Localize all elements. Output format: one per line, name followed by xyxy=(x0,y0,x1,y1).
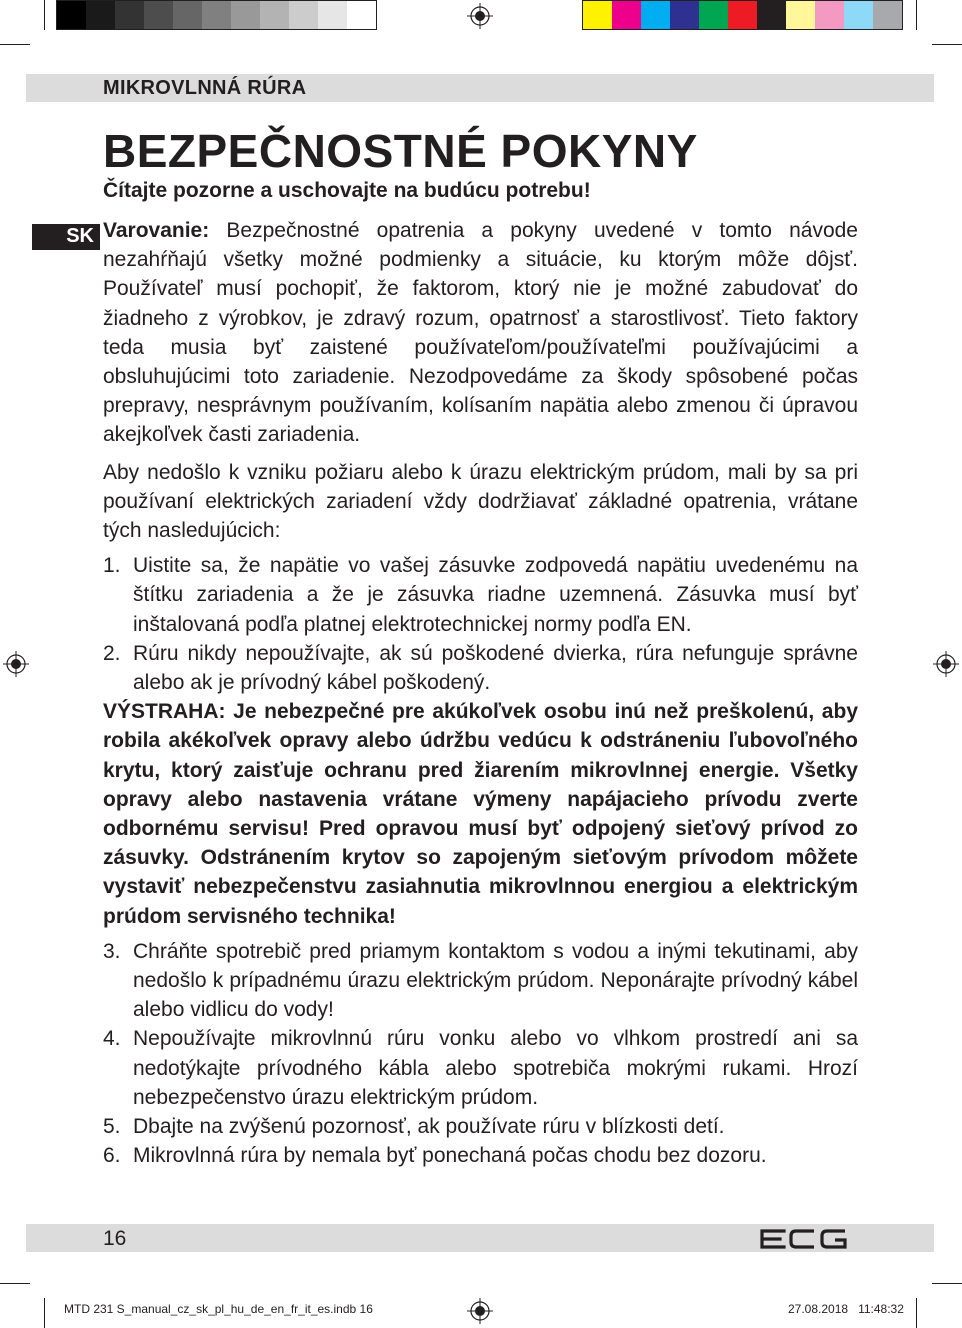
list-item-number: 4. xyxy=(103,1027,121,1051)
language-tab-label: SK xyxy=(66,225,94,247)
language-tab xyxy=(32,224,100,250)
list-item xyxy=(103,551,858,639)
gray-swatch xyxy=(115,1,144,29)
slug-date: 27.08.2018 xyxy=(788,1302,849,1316)
gray-swatch xyxy=(173,1,202,29)
list-item-number: 1. xyxy=(103,554,121,578)
color-swatch xyxy=(670,1,699,29)
crop-mark xyxy=(44,0,45,30)
gray-swatch xyxy=(260,1,289,29)
list-item xyxy=(103,937,858,1025)
slug-time: 11:48:32 xyxy=(858,1302,904,1316)
crop-mark xyxy=(0,1283,30,1284)
safety-instructions xyxy=(103,216,858,1171)
gray-swatch xyxy=(318,1,347,29)
color-swatch xyxy=(583,1,612,29)
color-swatch xyxy=(815,1,844,29)
crop-mark xyxy=(932,1283,962,1284)
warning-paragraph xyxy=(103,216,858,450)
list-item xyxy=(103,1112,858,1141)
list-item-text: Rúru nikdy nepoužívajte, ak sú poškodené dvierka, rúra nefunguje správne alebo ak je prívodný kábel poškodený. xyxy=(133,641,858,695)
gray-swatch xyxy=(202,1,231,29)
registration-mark-top xyxy=(467,3,493,29)
gray-swatch xyxy=(289,1,318,29)
gray-swatch xyxy=(231,1,260,29)
color-swatch xyxy=(757,1,786,29)
list-item-text: Dbajte na zvýšenú pozornosť, ak používate rúru v blízkosti detí. xyxy=(133,1115,725,1139)
list-item-number: 6. xyxy=(103,1144,121,1168)
list-item-text: Uistite sa, že napätie vo vašej zásuvke zodpovedá napätiu uvedenému na štítku zariadenia a že je zásuvka riadne uzemnená. Zásuvka musí byť inštalovaná podľa platnej elektrotechnickej normy podľa EN. xyxy=(133,554,858,636)
color-swatch xyxy=(728,1,757,29)
danger-warning: VÝSTRAHA: Je nebezpečné pre akúkoľvek osobu inú než preškolenú, aby robila akékoľvek opravy alebo údržbu vedúcu k odstráneniu ľubovoľného krytu, ktorý zaisťuje ochranu pred žiarením mikrovlnnej energie. Všetky opravy alebo nastavenia vrátane výmeny napájacieho prívodu zverte odbornému servisu! Pred opravou musí byť odpojený sieťový prívod zo zásuvky. Odstránením krytov so zapojeným sieťovým prívodom môžete vystaviť nebezpečenstvu zasiahnutia mikrovlnnou energiou a elektrickým prúdom servisného technika! xyxy=(103,700,858,928)
color-swatch xyxy=(612,1,641,29)
registration-mark-left xyxy=(3,651,29,677)
color-swatch xyxy=(844,1,873,29)
instruction-list-a xyxy=(103,551,858,697)
gray-swatch xyxy=(347,1,376,29)
list-item-text: Nepoužívajte mikrovlnnú rúru vonku alebo vo vlhkom prostredí ani sa nedotýkajte prívodného kábla alebo spotrebiča mokrými rukami. Hrozí nebezpečenstvo úrazu elektrickým prúdom. xyxy=(133,1027,858,1109)
warning-text: Bezpečnostné opatrenia a pokyny uvedené v tomto návode nezahŕňajú všetky možné podmienky a situácie, ku ktorým môže dôjsť. Používateľ musí pochopiť, že faktorom, ktorý nie je možné zabudovať do žiadneho z výrobkov, je zdravý rozum, opatrnosť a starostlivosť. Tieto faktory teda musia byť zaistené používateľom/používateľmi používajúcimi a obsluhujúcimi toto zariadenie. Nezodpovedáme za škody spôsobené počas prepravy, nesprávnym používaním, kolísaním napätia alebo zmenou či úpravou akejkoľvek časti zariadenia. xyxy=(103,219,858,447)
crop-mark xyxy=(44,1298,45,1328)
list-item-number: 2. xyxy=(103,641,121,665)
page-number: 16 xyxy=(103,1227,127,1250)
color-swatch xyxy=(699,1,728,29)
registration-mark-bottom xyxy=(467,1298,493,1324)
page-title: BEZPEČNOSTNÉ POKYNY xyxy=(103,125,698,177)
crop-mark xyxy=(932,44,962,45)
gray-swatch xyxy=(86,1,115,29)
gray-swatch xyxy=(57,1,86,29)
gray-calibration-bar xyxy=(56,0,377,30)
color-swatch xyxy=(786,1,815,29)
color-swatch xyxy=(641,1,670,29)
list-item xyxy=(103,639,858,697)
crop-mark xyxy=(916,0,917,30)
list-item-number: 3. xyxy=(103,939,121,963)
list-item-text: Mikrovlnná rúra by nemala byť ponechaná počas chodu bez dozoru. xyxy=(133,1144,767,1168)
warning-label: Varovanie: xyxy=(103,219,210,242)
list-item-number: 5. xyxy=(103,1115,121,1139)
page-subtitle: Čítajte pozorne a uschovajte na budúcu potrebu! xyxy=(103,179,591,202)
registration-mark-right xyxy=(933,651,959,677)
crop-mark xyxy=(0,44,30,45)
instruction-list-b xyxy=(103,937,858,1171)
crop-mark xyxy=(916,1298,917,1328)
list-item xyxy=(103,1024,858,1112)
list-item-text: Chráňte spotrebič pred priamym kontaktom s vodou a inými tekutinami, aby nedošlo k prípadnému úrazu elektrickým prúdom. Neponárajte prívodný kábel alebo vidlicu do vody! xyxy=(133,939,858,1022)
gray-swatch xyxy=(144,1,173,29)
list-item xyxy=(103,1141,858,1170)
file-slug: MTD 231 S_manual_cz_sk_pl_hu_de_en_fr_it_es.indb 16 xyxy=(64,1302,373,1316)
intro-paragraph: Aby nedošlo k vzniku požiaru alebo k úrazu elektrickým prúdom, mali by sa pri používaní elektrických zariadení vždy dodržiavať základné opatrenia, vrátane tých nasledujúcich: xyxy=(103,460,858,543)
ecg-logo xyxy=(760,1228,848,1250)
section-label: MIKROVLNNÁ RÚRA xyxy=(103,77,307,99)
color-calibration-bar xyxy=(582,0,903,30)
date-slug xyxy=(788,1302,904,1316)
color-swatch xyxy=(873,1,902,29)
